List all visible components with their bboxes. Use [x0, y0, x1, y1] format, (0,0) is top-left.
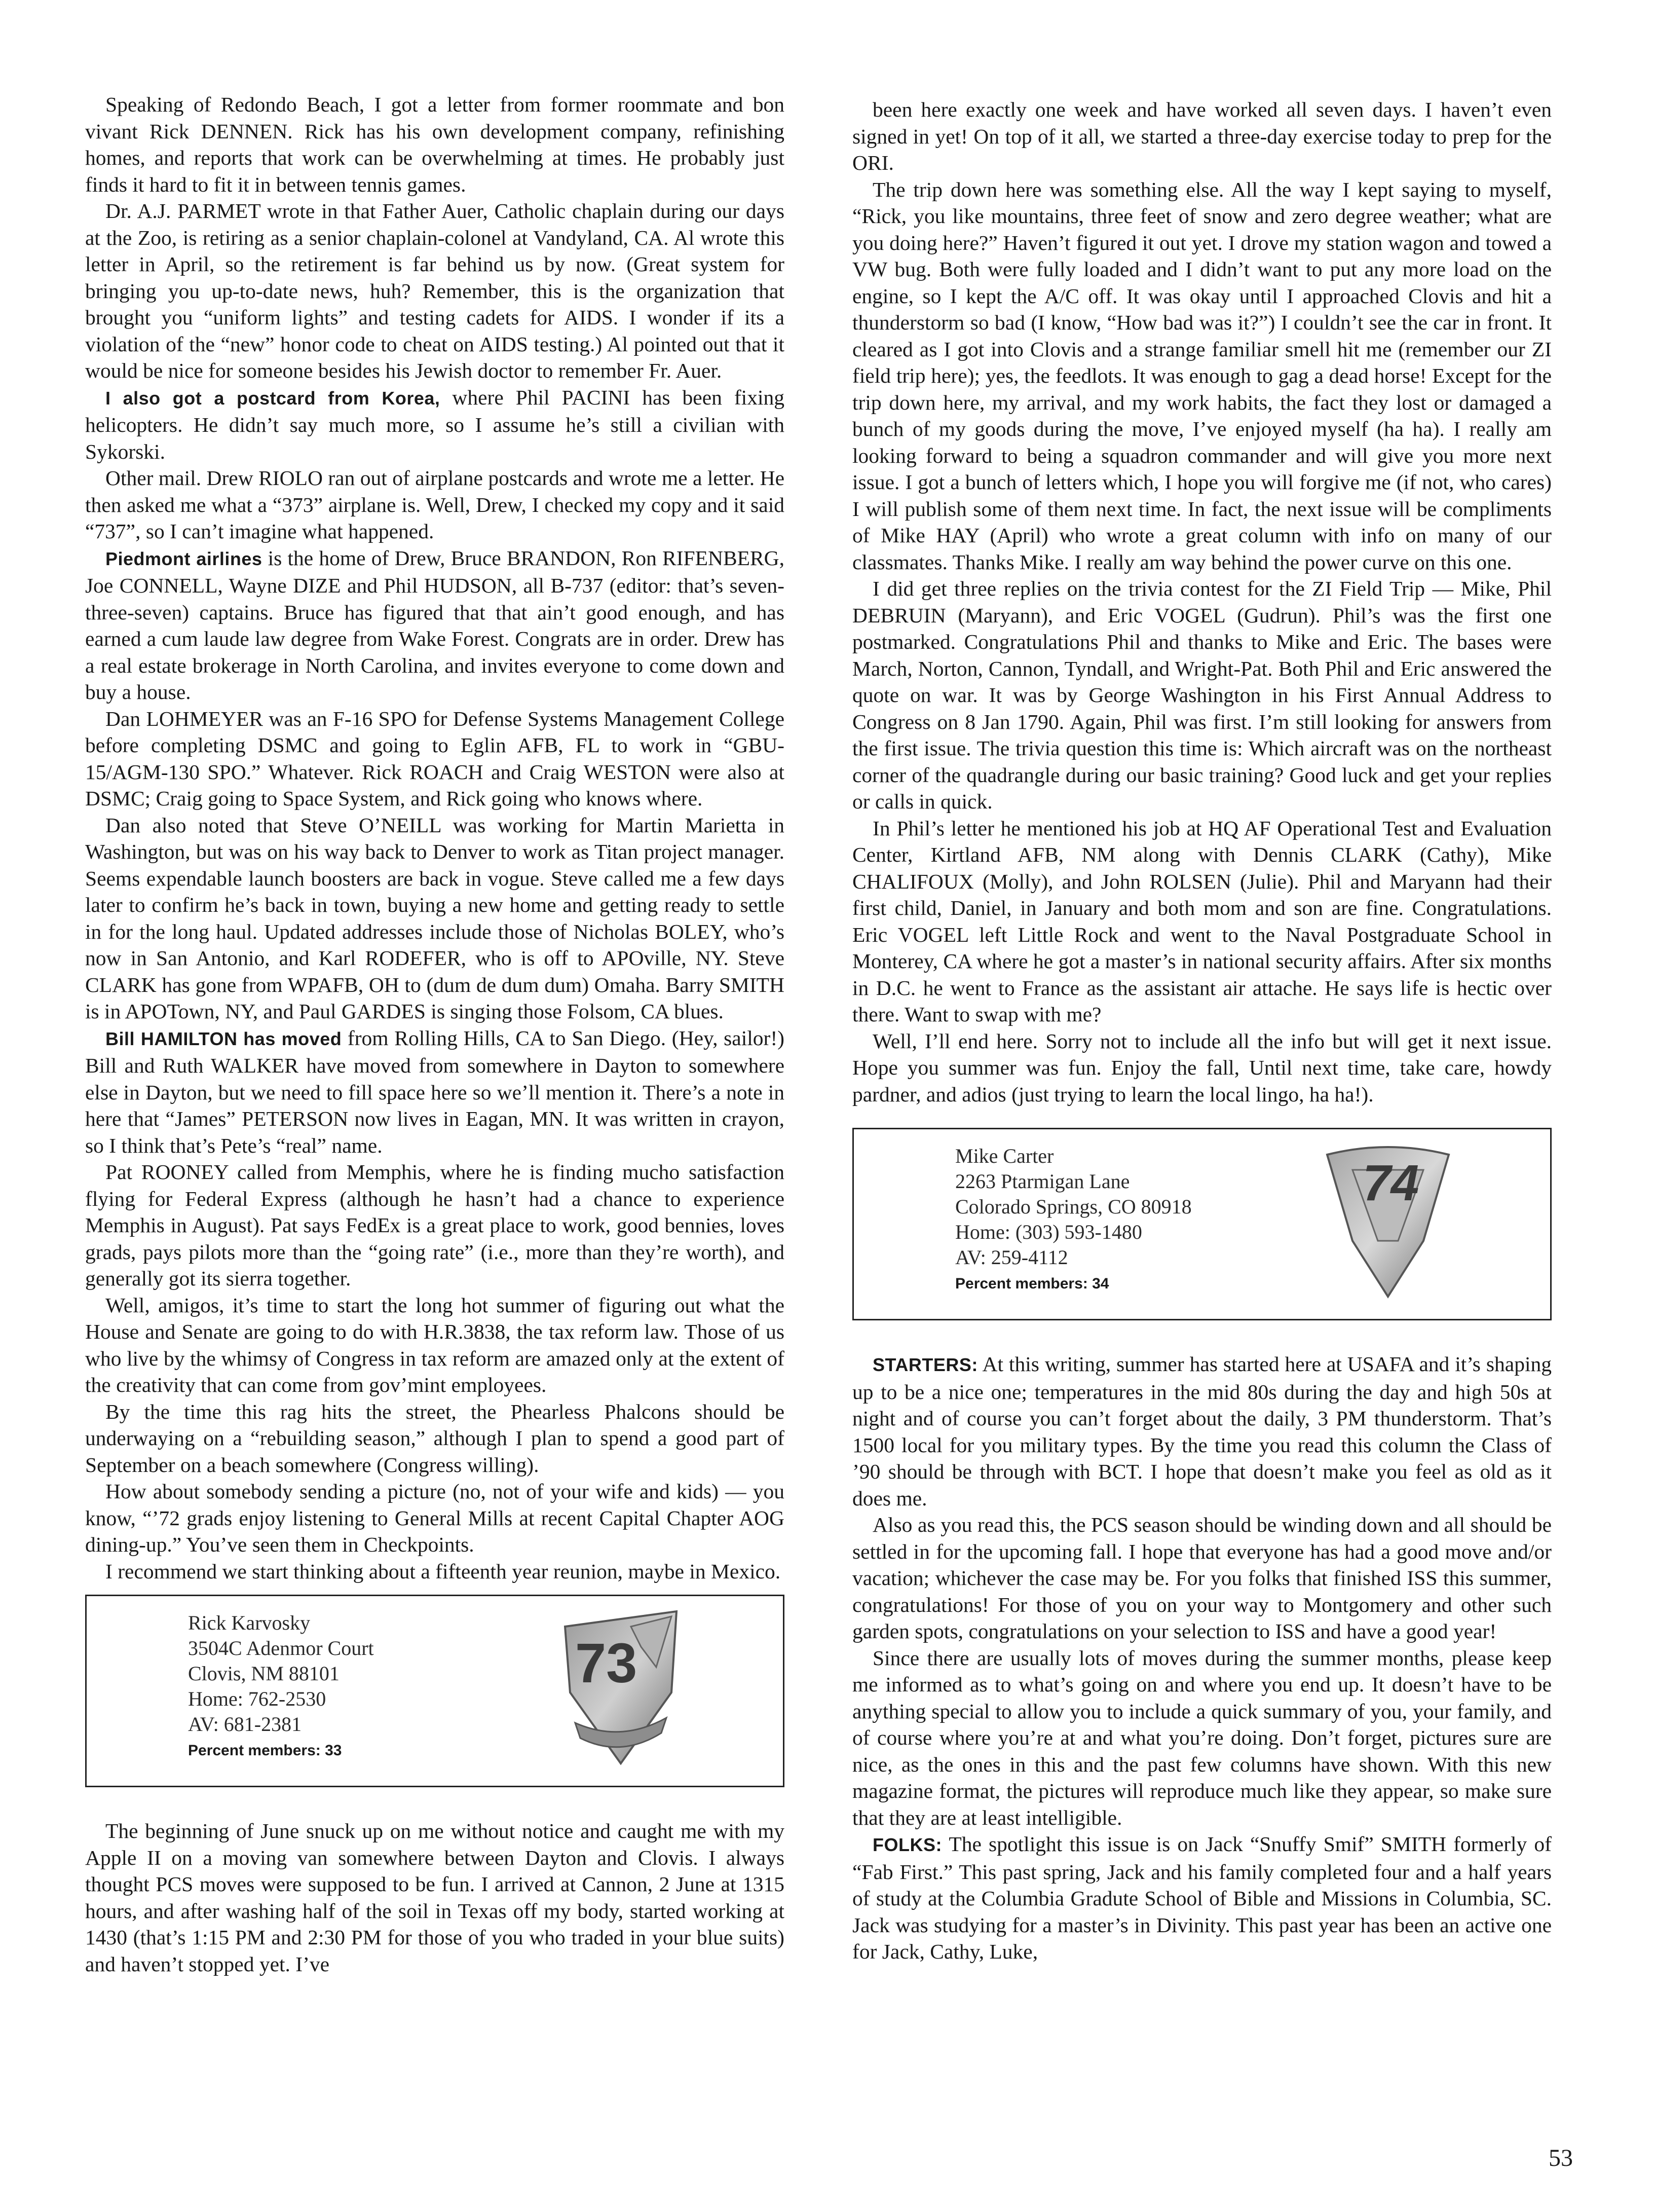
- crest-number: 73: [575, 1632, 637, 1694]
- contact-home-phone: Home: (303) 593-1480: [955, 1221, 1142, 1243]
- contact-address: 3504C Adenmor Court: [188, 1637, 374, 1660]
- class-crest-74-icon: [1322, 1139, 1454, 1302]
- paragraph-text: Well, amigos, it’s time to start the long hot summer of figuring out what the House and Senate are going to do with H.R.3838, the tax reform law. Those of us who live by the whimsy of Congress in tax reform are amazed only at the extent of the creativity that can come from gov’mint employees.: [85, 1293, 784, 1396]
- paragraph-lead: Piedmont airlines: [105, 548, 262, 569]
- paragraph: [85, 706, 784, 812]
- paragraph: [85, 1478, 784, 1558]
- paragraph: [85, 1292, 784, 1398]
- contact-box-rick-karvosky: [85, 1595, 784, 1787]
- paragraph: [85, 198, 784, 384]
- contact-city: Clovis, NM 88101: [188, 1662, 340, 1685]
- paragraph-lead: I also got a postcard from Korea,: [105, 387, 440, 409]
- left-article-part-b: [85, 1818, 784, 1977]
- paragraph-text: Speaking of Redondo Beach, I got a letter from former roommate and bon vivant Rick DENNEN. Rick has his own development company, refinishing homes, and reports that work can be overwhelming at times. He probably just finds it hard to fit it in between tennis games.: [85, 93, 784, 196]
- paragraph-text: I recommend we start thinking about a fifteenth year reunion, maybe in Mexico.: [105, 1559, 781, 1583]
- contact-home-phone: Home: 762-2530: [188, 1687, 326, 1710]
- paragraph: [852, 1028, 1552, 1108]
- crest-number: 74: [1363, 1155, 1419, 1211]
- paragraph: [85, 465, 784, 545]
- contact-box-mike-carter: [852, 1128, 1552, 1320]
- paragraph-lead: Bill HAMILTON has moved: [105, 1028, 342, 1049]
- left-column: [85, 91, 784, 1977]
- paragraph: [85, 384, 784, 465]
- paragraph-text: is the home of Drew, Bruce BRANDON, Ron RIFENBERG, Joe CONNELL, Wayne DIZE and Phil HUDSON, all B-737 (editor: that’s seven-three-seven) captains. Bruce has figured that that ain’t good enough, and has earned a cum laude law degree from Wake Forest. Congrats are in order. Drew has a real estate brokerage in North Carolina, and invites everyone to come down and buy a house.: [85, 546, 784, 704]
- contact-name: Mike Carter: [955, 1145, 1054, 1167]
- paragraph-text: By the time this rag hits the street, the Phearless Phalcons should be underwaying on a “rebuilding season,” although I plan to spend a good part of September on a beach somewhere (Congress willing).: [85, 1399, 784, 1477]
- contact-av-phone: AV: 681-2381: [188, 1713, 302, 1736]
- page-number: 53: [1549, 2145, 1573, 2171]
- paragraph-text: In Phil’s letter he mentioned his job at HQ AF Operational Test and Evaluation Center, Kirtland AFB, NM along with Dennis CLARK (Cathy), Mike CHALIFOUX (Molly), and John ROLSEN (Julie). Phil and Maryann had their first child, Daniel, in January and both mom and son are fine. Congratulations. Eric VOGEL left Little Rock and went to the Naval Postgraduate School in Monterey, CA where he got a master’s in national security affairs. After six months in D.C. he went to France as the assistant air attache. He says life is hectic over there. Want to swap with me?: [852, 816, 1552, 1026]
- paragraph-text: where Phil PACINI has been fixing helicopters. He didn’t say much more, so I assume he’s still a civilian with Sykorski.: [85, 385, 784, 463]
- paragraph: [852, 176, 1552, 576]
- right-article-part-b: [852, 1351, 1552, 1965]
- paragraph-text: The trip down here was something else. All the way I kept saying to myself, “Rick, you like mountains, three feet of snow and zero degree weather; what are you doing here?” Haven’t figured it out yet. I drove my station wagon and towed a VW bug. Both were fully loaded and I didn’t want to put any more load on the engine, so I kept the A/C off. It was okay until I approached Clovis and hit a thunderstorm so bad (I know, “How bad was it?”) I couldn’t see the car in front. It cleared as I got into Clovis and a strange familiar smell hit me (remember our ZI field trip here); yes, the feedlots. It was enough to gag a dead horse! Except for the trip down here, my arrival, and my work habits, the fact they lost or damaged a bunch of my goods during the move, I’ve enjoyed myself (ha ha). I really am looking forward to being a squadron commander and will give you more next issue. I got a bunch of letters which, I hope you will forgive me (if not, who cares) I will publish some of them next time. In fact, the next issue will be compliments of Mike HAY (April) who wrote a great column with info on many of our classmates. Thanks Mike. I really am way behind the power curve on this one.: [852, 177, 1552, 574]
- paragraph-text: Dr. A.J. PARMET wrote in that Father Auer, Catholic chaplain during our days at the Zoo, is retiring as a senior chaplain-colonel at Vandyland, CA. Al wrote this letter in April, so the retirement is far behind us by now. (Great system for bringing you up-to-date news, huh? Remember, this is the organization that brought you “uniform lights” and testing cadets for AIDS. I wonder if its a violation of the “new” honor code to cheat on AIDS testing.) Al pointed out that it would be nice for someone besides his Jewish doctor to remember Fr. Auer.: [85, 199, 784, 382]
- paragraph-lead: STARTERS:: [873, 1354, 978, 1375]
- contact-name: Rick Karvosky: [188, 1611, 311, 1634]
- paragraph: [852, 1645, 1552, 1831]
- paragraph: [85, 1159, 784, 1292]
- paragraph: [85, 1818, 784, 1977]
- paragraph-text: Dan also noted that Steve O’NEILL was working for Martin Marietta in Washington, but was on his way back to Denver to work as Titan project manager. Seems expendable launch boosters are back in vogue. Steve called me a few days later to confirm he’s back in town, buying a new home and getting ready to settle in for the long haul. Updated addresses include those of Nicholas BOLEY, who’s now in San Antonio, and Karl RODEFER, who is off to APOville, NY. Steve CLARK has gone from WPAFB, OH to (dum de dum dum) Omaha. Barry SMITH is in APOTown, NY, and Paul GARDES is singing those Folsom, CA blues.: [85, 813, 784, 1023]
- percent-members: Percent members: 33: [188, 1742, 342, 1759]
- paragraph-text: from Rolling Hills, CA to San Diego. (Hey, sailor!) Bill and Ruth WALKER have moved from somewhere in Dayton to somewhere else in Dayton, but we need to fill space here so we’ll mention it. There’s a note in here that “James” PETERSON now lives in Eagan, MN. It was written in crayon, so I think that’s Pete’s “real” name.: [85, 1026, 784, 1157]
- paragraph: [85, 1558, 784, 1585]
- paragraph-text: Pat ROONEY called from Memphis, where he is finding mucho satisfaction flying for Federal Express (although he hasn’t had a chance to experience Memphis in August). Pat says FedEx is a great place to work, good bennies, loves grads, pays pilots more than the “going rate” (i.e., more than they’re worth), and generally got its sierra together.: [85, 1160, 784, 1290]
- contact-city: Colorado Springs, CO 80918: [955, 1195, 1192, 1218]
- paragraph: [85, 1025, 784, 1159]
- right-article-part-a: [852, 96, 1552, 1108]
- paragraph-text: I did get three replies on the trivia contest for the ZI Field Trip — Mike, Phil DEBRUIN (Maryann), and Eric VOGEL (Gudrun). Phil’s was the first one postmarked. Congratulations Phil and thanks to Mike and Eric. The bases were March, Norton, Cannon, Tyndall, and Wright-Pat. Both Phil and Eric answered the quote on war. It was by George Washington in his First Annual Address to Congress on 8 Jan 1790. Again, Phil was first. I’m still looking for answers from the first issue. The trivia question this time is: Which aircraft was on the northeast corner of the quadrangle during our basic training? Good luck and get your replies or calls in quick.: [852, 577, 1552, 813]
- paragraph-text: At this writing, summer has started here at USAFA and it’s shaping up to be a nice one; temperatures in the mid 80s during the day and high 50s at night and of course you can’t forget about the daily, 3 PM thunderstorm. That’s 1500 local for you military types. By the time you read this column the Class of ’90 should be through with BCT. I hope that doesn’t make you feel as old as it does me.: [852, 1352, 1552, 1510]
- contact-av-phone: AV: 259-4112: [955, 1246, 1068, 1269]
- paragraph: [85, 545, 784, 706]
- paragraph-lead: FOLKS:: [873, 1834, 942, 1855]
- paragraph-text: Dan LOHMEYER was an F-16 SPO for Defense Systems Management College before completing DSMC and going to Eglin AFB, FL to work in “GBU-15/AGM-130 SPO.” Whatever. Rick ROACH and Craig WESTON were also at DSMC; Craig going to Space System, and Rick going who knows where.: [85, 707, 784, 810]
- paragraph: [85, 91, 784, 198]
- paragraph-text: How about somebody sending a picture (no, not of your wife and kids) — you know, “’72 grads enjoy listening to General Mills at recent Capital Chapter AOG dining-up.” You’ve seen them in Checkpoints.: [85, 1480, 784, 1556]
- paragraph: [852, 96, 1552, 176]
- paragraph: [85, 1398, 784, 1479]
- percent-members: Percent members: 34: [955, 1275, 1109, 1292]
- class-crest-73-icon: [555, 1606, 687, 1768]
- paragraph-text: Also as you read this, the PCS season should be winding down and all should be settled in for the upcoming fall. I hope that everyone has had a good move and/or vacation; whichever the case may be. For you folks that finished ISS this summer, congratulations! For those of you on your way to Montgomery and other such garden spots, congratulations on your selection to ISS and have a good year!: [852, 1513, 1552, 1643]
- paragraph: [852, 1511, 1552, 1645]
- left-article-part-a: [85, 91, 784, 1584]
- paragraph: [85, 812, 784, 1025]
- right-column: [852, 96, 1552, 1965]
- paragraph-text: The beginning of June snuck up on me without notice and caught me with my Apple II on a moving van somewhere between Dayton and Clovis. I always thought PCS moves were supposed to be fun. I arrived at Cannon, 2 June at 1315 hours, and after washing half of the soil in Texas off my body, started working at 1430 (that’s 1:15 PM and 2:30 PM for those of you who traded in your blue suits) and haven’t stopped yet. I’ve: [85, 1819, 784, 1976]
- paragraph-text: been here exactly one week and have worked all seven days. I haven’t even signed in yet! On top of it all, we started a three-day exercise today to prep for the ORI.: [852, 98, 1552, 174]
- paragraph-text: Well, I’ll end here. Sorry not to include all the info but will get it next issue. Hope you summer was fun. Enjoy the fall, Until next time, take care, howdy pardner, and adios (just trying to learn the local lingo, ha ha!).: [852, 1029, 1552, 1106]
- paragraph: [852, 815, 1552, 1028]
- paragraph: [852, 575, 1552, 815]
- paragraph: [852, 1831, 1552, 1965]
- paragraph-text: Since there are usually lots of moves during the summer months, please keep me informed as to what’s going on and where you end up. It doesn’t have to be anything special to allow you to include a quick summary of you, your family, and of course where you’re at and what you’re doing. Don’t forget, pictures sure are nice, as the ones in this and the past few columns have shown. With this new magazine format, the pictures will reproduce much like they appear, so make sure that they are at least intelligible.: [852, 1646, 1552, 1829]
- contact-address: 2263 Ptarmigan Lane: [955, 1170, 1130, 1193]
- paragraph-text: The spotlight this issue is on Jack “Snuffy Smif” SMITH formerly of “Fab First.” This past spring, Jack and his family completed four and a half years of study at the Columbia Gradute School of Bible and Missions in Columbia, SC. Jack was studying for a master’s in Divinity. This past year has been an active one for Jack, Cathy, Luke,: [852, 1832, 1552, 1963]
- paragraph: [852, 1351, 1552, 1511]
- paragraph-text: Other mail. Drew RIOLO ran out of airplane postcards and wrote me a letter. He then asked me what a “373” airplane is. Well, Drew, I checked my copy and it said “737”, so I can’t imagine what happened.: [85, 466, 784, 543]
